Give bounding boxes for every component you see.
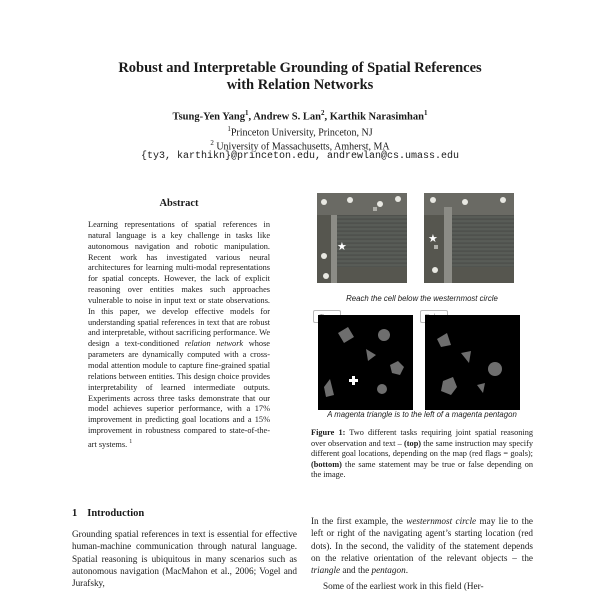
shape-triangle: [477, 383, 485, 393]
author-3-sup: 1: [423, 109, 428, 117]
map-water: [337, 215, 407, 267]
section-heading-introduction: [72, 508, 144, 519]
abstract-text-a: Learning representations of spatial references in natural language is a key challenge in tasks like autonomous navigation and robotic manipulation. Recent work has investigated various neural architectures for learning multi-modal representations for spatial concepts. However, the lack of explicit reasoning over entities makes such approaches vulnerable to noise in input text or state observations. In this paper, we develop effective models for understanding spatial references in text that are robust and interpretable, without sacrificing performance. We design a text-conditioned: [88, 220, 270, 349]
shape-pentagon: [390, 361, 404, 375]
author-1: Tsung-Yen Yang: [172, 111, 246, 123]
map-tree: [395, 196, 401, 202]
p1-emphasis-3: pentagon: [371, 565, 406, 576]
affiliation-2-text: University of Massachusetts, Amherst, MA: [216, 141, 390, 153]
figure-caption-bottom: A magenta triangle is to the left of a magenta pentagon: [327, 410, 517, 419]
shape-pentagon: [441, 377, 457, 395]
paragraph-2: Some of the earliest work in this field (Her-: [323, 581, 484, 592]
author-2-sup: 2: [320, 109, 325, 117]
introduction-body: Grounding spatial references in text is essential for effective human-machine communication through natural language. Spatial reasoning is ubiquitous in many scenarios such as autonomous navigation (MacMahon et al., 2006; Vogel and Jurafsky,: [72, 529, 297, 589]
abstract-emphasis: relation network: [184, 339, 244, 349]
shape-cross: [352, 376, 355, 385]
paragraph-1: [311, 515, 533, 576]
true-label: True: [313, 310, 341, 323]
figure-1-caption: [311, 428, 533, 481]
map-tree: [462, 199, 468, 205]
map-tree: [377, 201, 383, 207]
author-sep: ,: [324, 111, 330, 123]
section-title: Introduction: [87, 508, 145, 519]
shape-triangle: [366, 349, 376, 361]
shape-scene-left: [318, 315, 413, 410]
affiliation-1-sup: 1: [227, 125, 231, 133]
shape-circle: [488, 362, 502, 376]
author-2: Andrew S. Lan: [253, 111, 321, 123]
agent-star-icon: ★: [337, 240, 347, 253]
map-tree: [321, 199, 327, 205]
author-sep: ,: [248, 111, 254, 123]
map-tree: [321, 253, 327, 259]
p1-text-d: .: [405, 565, 408, 576]
map-flag: [434, 245, 438, 249]
map-tree: [500, 197, 506, 203]
author-3: Karthik Narasimhan: [329, 111, 424, 123]
shape-square: [437, 333, 451, 347]
map-tree: [432, 267, 438, 273]
p1-emphasis-2: triangle: [311, 565, 341, 576]
map-panel-left: [317, 193, 407, 283]
affiliation-2-sup: 2: [210, 139, 214, 147]
map-wall: [444, 207, 452, 283]
shape-quad: [324, 379, 334, 397]
abstract-body: [88, 220, 270, 450]
shape-circle: [377, 384, 387, 394]
map-water: [452, 215, 514, 267]
map-wall: [317, 193, 407, 215]
abstract-footnote: 1: [129, 438, 133, 445]
false-label: False: [420, 310, 448, 323]
author-1-sup: 1: [245, 109, 249, 117]
shape-triangle: [461, 351, 471, 363]
figure-label: Figure 1:: [311, 428, 346, 437]
title-line-1: Robust and Interpretable Grounding of Spatial References: [118, 60, 482, 76]
affiliation-1-text: Princeton University, Princeton, NJ: [230, 127, 373, 139]
map-tree: [430, 197, 436, 203]
figure-caption-bottom-word: (bottom): [311, 459, 342, 469]
right-column-body: [311, 515, 533, 593]
figure-caption-a: Two different tasks requiring joint spatial reasoning over observation and text –: [311, 428, 533, 448]
shape-scene-right: [425, 315, 520, 410]
agent-star-icon: ★: [428, 232, 438, 245]
p1-text-a: In the first example, the: [311, 516, 407, 526]
figure-caption-c: the same statement may be true or false depending on the image.: [311, 459, 533, 479]
map-panel-right: [424, 193, 514, 283]
map-wall: [424, 193, 514, 215]
author-emails: {ty3, karthikn}@princeton.edu, andrewlan@cs.umass.edu: [140, 151, 460, 162]
p1-emphasis-1: westernmost circle: [406, 516, 477, 526]
author-list: [0, 107, 600, 124]
figure-caption-b: the same instruction may specify different goal locations, depending on the map (red flags = goals);: [311, 438, 533, 458]
p1-text-b: may lie to the left or right of the navigating agent’s starting location (red dots). In the second, the validity of the statement depends on the relative orientation of the relevant objects – the: [311, 516, 533, 563]
section-number: 1: [72, 508, 78, 519]
abstract-text-b: whose parameters are dynamically computed with a cross-modal attention module to capture fine-grained spatial relations between entities. This design choice provides interpretability of learned intermediate outputs. Experiments across three tasks demonstrate that our model achieves superior performance, with a 17% improvement in predicting goal locations and a 15% improvement in robustness compared to state-of-the-art systems.: [88, 339, 270, 449]
map-tree: [347, 197, 353, 203]
shape-circle: [378, 329, 390, 341]
p1-text-c: and the: [340, 565, 372, 576]
map-tree: [323, 273, 329, 279]
shape-square: [338, 327, 354, 343]
figure-caption-top-word: (top): [404, 438, 422, 448]
map-flag: [373, 207, 377, 211]
title-line-2: with Relation Networks: [226, 77, 374, 93]
figure-caption-top: Reach the cell below the westernmost circle: [346, 294, 498, 303]
abstract-heading: Abstract: [159, 198, 199, 209]
paper-title: [0, 60, 600, 94]
